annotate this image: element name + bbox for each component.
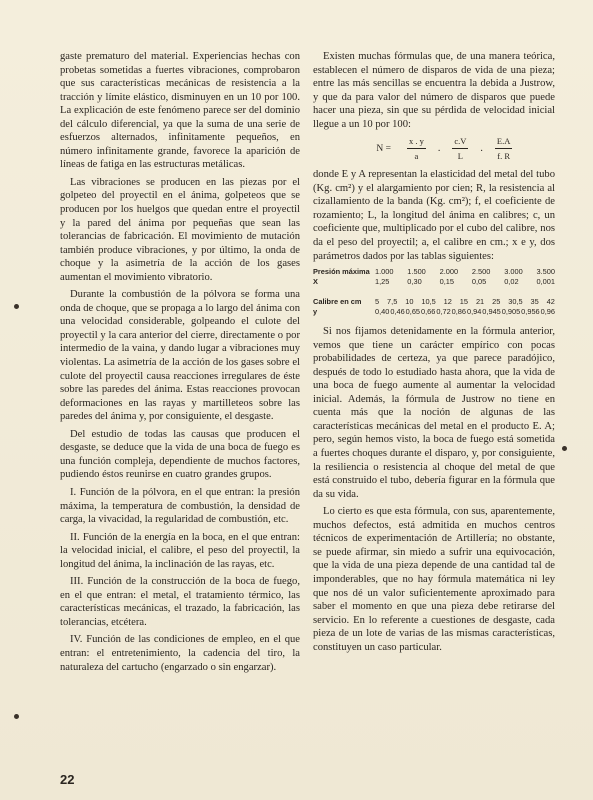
justrow-formula [313, 135, 555, 162]
parameter-tables [313, 267, 555, 317]
table-cell: 12 [443, 297, 452, 307]
table-cell: 0,96 [540, 307, 555, 317]
margin-dot [562, 446, 567, 451]
table-cell: 0,72 [436, 307, 451, 317]
formula-denominator: f. R [497, 151, 511, 162]
table-cell: 2.000 [439, 267, 459, 277]
table-cell: 0,65 [405, 307, 421, 317]
paragraph: Del estudio de todas las causas que producen el desgaste, se deduce que la vida de una boca de fuego es una función compleja, dependiente de muchos factores, pudiendo éstos reunirse en cuatro grandes grupos. [60, 428, 300, 481]
table-cell: 7,5 [387, 297, 398, 307]
formula-fraction [407, 135, 426, 162]
table-cell: 15 [459, 297, 469, 307]
list-item: I. Función de la pólvora, en el que entran: la presión máxima, la temperatura de combustión, la densidad de carga, la vivacidad, la regularidad de combustión, etc. [60, 486, 300, 526]
formula-numerator: E.A [495, 135, 512, 149]
list-item: IV. Función de las condiciones de empleo, en el que entran: el entretenimiento, la cadencia del tiro, la naturaleza del cartucho (engarzado o sin engarzar). [60, 634, 300, 673]
formula-fraction [495, 135, 512, 162]
table-cell: 1,25 [375, 277, 390, 287]
table-label: X [313, 277, 318, 287]
table-cell: 1.500 [407, 267, 426, 277]
table-row [313, 297, 555, 307]
table-cell: 1.000 [375, 267, 394, 277]
left-column [60, 50, 300, 678]
y-values [375, 307, 555, 317]
table-cell: 0,02 [504, 277, 519, 287]
table-cell: 0,40 [375, 307, 390, 317]
paragraph: Durante la combustión de la pólvora se forma una onda de choque, que se propaga a lo largo del ánima con una velocidad considerable, golpeando el culote del proyectil y la cara anterior del cierre, directamente o por intermedio de la vaina, y dando lugar a vibraciones muy violentas. La asimetría de la acción de los gases sobre el culote del proyectil causa reacciones irregulares de éste sobre las paredes del ánima. Estas reacciones provocan deformaciones en las rayas y martilleteos sobre las paredes del ánima y, por consiguiente, el desgaste. [60, 289, 300, 423]
list-item: II. Función de la energía en la boca, en el que entran: la velocidad inicial, el calibre, el peso del proyectil, la longitud del ánima, la inclinación de las rayas, etc. [60, 531, 300, 570]
page-number: 22 [60, 772, 75, 787]
table-cell: 5 [375, 297, 380, 307]
formula-numerator: c.V [452, 135, 468, 149]
table-cell: 35 [530, 297, 539, 307]
formula-dot: . [480, 142, 483, 154]
table-cell: 0,956 [521, 307, 540, 317]
table-cell: 0,945 [482, 307, 501, 317]
table-cell: 10 [405, 297, 414, 307]
paragraph: Las vibraciones se producen en las piezas por el golpeteo del proyectil en el ánima, golpeteos que se producen por los huelgos que quedan entre el proyectil y la pared del ánima por pequeñas que sean las tolerancias de fabricación. El movimiento de mutación también produce vibraciones, y por último, la onda de choque y la asimetría de la acción de los gases aumentan el movimiento vibratorio. [60, 176, 300, 283]
table-cell: 0,66 [420, 307, 436, 317]
table-row [313, 277, 555, 287]
table-row [313, 267, 555, 277]
table-cell: 25 [492, 297, 501, 307]
table-cell: 0,905 [501, 307, 521, 317]
formula-fraction [452, 135, 468, 162]
margin-dot [14, 304, 19, 309]
table-cell: 0,001 [536, 277, 555, 287]
table-cell: 21 [475, 297, 485, 307]
table-cell: 0,05 [471, 277, 487, 287]
paragraph: Si nos fijamos detenidamente en la fórmula anterior, vemos que tiene un carácter empírico con pocas probabilidades de certeza, ya que parece paradójico, después de todo lo estudiado hasta ahora, que la vida de una boca de fuego aumente al aumentar la velocidad inicial. Además, la fórmula de Justrow no tiene en cuenta más que la noción de algunas de las características mecánicas del metal en el producto E. A; pero, según hemos visto, la boca de fuego está sometida a fuertes choques durante el disparo, y, por consiguiente, la resiliencia o resistencia al choque del metal de que está construido el tubo, debería figurar en la fórmula que da su vida. [313, 326, 555, 500]
table-cell: 42 [546, 297, 555, 307]
table-cell: 30,5 [508, 297, 523, 307]
table-label: y [313, 307, 318, 317]
table-cell: 0,86 [451, 307, 467, 317]
margin-dot [14, 714, 19, 719]
table-cell: 3.500 [536, 267, 555, 277]
x-values [375, 277, 555, 287]
formula-denominator: a [414, 151, 419, 162]
table-cell: 2.500 [471, 267, 491, 277]
table-row [313, 307, 555, 317]
formula-dot: . [437, 142, 441, 154]
formula-lhs: N = [376, 143, 391, 154]
paragraph: gaste prematuro del material. Experiencias hechas con probetas sometidas a fuertes vibraciones, comprobaron que sus características mecánicas de resistencia a la tracción y límite elástico, disminuyen en un 10 por 100. La explicación de este fenómeno parece ser del dominio del cálculo diferencial, ya que la suma de una serie de esfuerzos alternados, infinitamente pequeños, en número infinitamente grande, favorece la aparición de líneas de fatiga en las estructuras metálicas. [60, 51, 300, 171]
table-label: Calibre en cm [313, 297, 362, 307]
paragraph: Existen muchas fórmulas que, de una manera teórica, establecen el número de disparos de vida de una pieza; entre las más sencillas se encuentra la debida a Justrow, y que da para valor del número de disparos que puede hacer una pieza, sin que su pérdida de velocidad inicial llegue a un 10 por 100: [313, 51, 555, 130]
calibre-values [375, 297, 555, 307]
formula-denominator: L [457, 151, 463, 162]
table-cell: 0,30 [407, 277, 422, 287]
formula-numerator: x . y [407, 135, 426, 149]
list-item: III. Función de la construcción de la boca de fuego, en el que entran: el metal, el tratamiento térmico, las características mecánicas, el trazado, la fabricación, las tolerancias, etcétera. [60, 576, 300, 628]
paragraph: donde E y A representan la elasticidad del metal del tubo (Kg. cm²) y el alargamiento por cien; R, la resistencia al cizallamiento de la banda (Kg. cm²); f, el coeficiente de rozamiento; L, la longitud del ánima en calibres; c, un coeficiente que, multiplicado por el cubo del calibre, nos da el peso del proyectil; a, el calibre en cm.; x e y, dos parámetros dados por las tablas siguientes: [313, 169, 555, 262]
table-label: Presión máxima [313, 267, 370, 277]
paragraph: Lo cierto es que esta fórmula, con sus, aparentemente, muchos defectos, está admitida en muchos centros técnicos de experimentación de Artillería; no obstante, se puede afirmar, sin miedo a sufrir una equivocación, que la vida de una pieza depende de una cantidad tal de imponderables, que no hay fórmula matemática ni ley que nos dé un valor suficientemente aproximado para saber el momento en que una pieza debe retirarse del servicio. En lo referente a cuestiones de desgaste, cada pieza de un lote de varias de las mismas características, constituyen un caso particular. [313, 506, 555, 653]
table-cell: 10,5 [421, 297, 436, 307]
right-column [313, 50, 555, 658]
table-cell: 0,94 [466, 307, 482, 317]
table-cell: 3.000 [504, 267, 523, 277]
table-cell: 0,46 [390, 307, 405, 317]
table-cell: 0,15 [439, 277, 454, 287]
pressure-values [375, 267, 555, 277]
